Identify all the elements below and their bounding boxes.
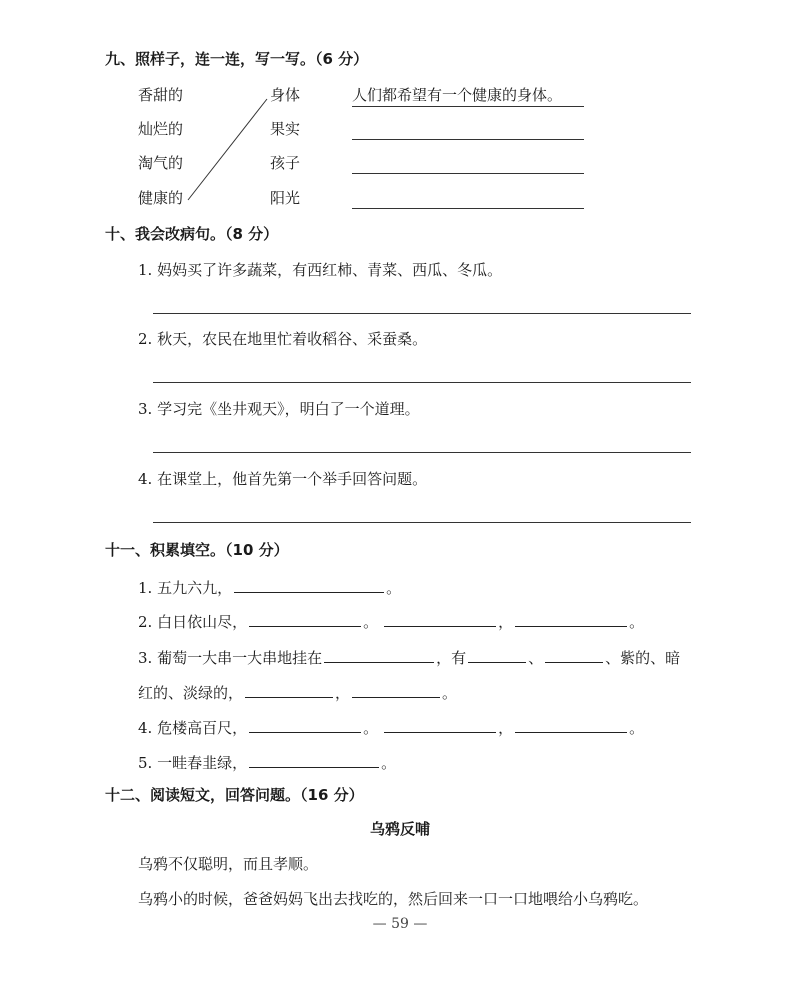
q9-answer-line-4[interactable]	[352, 208, 584, 209]
q11-item-3-text-b: ，有	[436, 649, 467, 667]
q11-item-2-text: 2. 白日依山尽，	[138, 613, 248, 631]
q10-item-4: 4. 在课堂上，他首先第一个举手回答问题。	[138, 470, 428, 488]
q10-answer-line-2[interactable]	[153, 382, 691, 383]
q11-blank-4b[interactable]	[384, 718, 496, 733]
q10-answer-line-4[interactable]	[153, 522, 691, 523]
article-paragraph-2: 乌鸦小的时候，爸爸妈妈飞出去找吃的，然后回来一口一口地喂给小乌鸦吃。	[138, 890, 649, 908]
q11-item-3-text-e: 红的、淡绿的，	[138, 684, 244, 702]
q11-blank-2c[interactable]	[515, 612, 627, 627]
q11-blank-3c[interactable]	[545, 648, 603, 663]
q10-item-2: 2. 秋天，农民在地里忙着收稻谷、采蚕桑。	[138, 330, 428, 348]
q11-item-3	[138, 648, 680, 666]
q9-left-3[interactable]: 淘气的	[138, 154, 184, 172]
q11-comma: ，	[498, 613, 514, 631]
q11-blank-3b[interactable]	[468, 648, 526, 663]
q10-item-1: 1. 妈妈买了许多蔬菜，有西红柿、青菜、西瓜、冬瓜。	[138, 261, 503, 279]
q11-period: 。	[442, 684, 458, 702]
page-number: — 59 —	[372, 916, 428, 932]
q9-answer-line-1	[352, 106, 584, 107]
q11-period: 。	[363, 719, 379, 737]
q11-item-5-text: 5. 一畦春韭绿，	[138, 754, 248, 772]
q11-blank-5[interactable]	[249, 753, 379, 768]
q9-example-sentence: 人们都希望有一个健康的身体。	[352, 86, 563, 104]
q9-answer-line-2[interactable]	[352, 139, 584, 140]
q11-comma: ，	[498, 719, 514, 737]
q11-heading: 十一、积累填空。（10 分）	[105, 541, 289, 559]
q11-item-3-text-a: 3. 葡萄一大串一大串地挂在	[138, 649, 323, 667]
q9-right-1[interactable]: 身体	[270, 86, 301, 104]
q11-item-4	[138, 718, 644, 736]
q11-blank-1[interactable]	[234, 578, 384, 593]
q12-heading: 十二、阅读短文，回答问题。（16 分）	[105, 786, 364, 804]
q11-item-1-text: 1. 五九六九，	[138, 579, 233, 597]
q9-answer-line-3[interactable]	[352, 173, 584, 174]
q10-answer-line-1[interactable]	[153, 313, 691, 314]
q11-blank-3d[interactable]	[245, 683, 333, 698]
q11-blank-4a[interactable]	[249, 718, 361, 733]
q11-blank-2a[interactable]	[249, 612, 361, 627]
q11-blank-3e[interactable]	[352, 683, 440, 698]
q11-period: 。	[381, 754, 397, 772]
q11-item-5	[138, 753, 396, 771]
q11-blank-2b[interactable]	[384, 612, 496, 627]
q9-heading: 九、照样子，连一连，写一写。（6 分）	[105, 50, 369, 68]
q11-comma: ，	[335, 684, 351, 702]
q9-right-4[interactable]: 阳光	[270, 189, 301, 207]
q11-blank-4c[interactable]	[515, 718, 627, 733]
article-paragraph-1: 乌鸦不仅聪明，而且孝顺。	[138, 855, 319, 873]
q11-period: 。	[363, 613, 379, 631]
q11-period: 。	[629, 719, 645, 737]
q10-item-3: 3. 学习完《坐井观天》，明白了一个道理。	[138, 400, 420, 418]
q11-item-3-text-d: 、紫的、暗	[605, 649, 681, 667]
q11-item-3-text-c: 、	[528, 649, 544, 667]
q11-item-1	[138, 578, 401, 596]
q9-right-3[interactable]: 孩子	[270, 154, 301, 172]
q10-answer-line-3[interactable]	[153, 452, 691, 453]
q11-item-2	[138, 612, 644, 630]
q9-left-2[interactable]: 灿烂的	[138, 120, 184, 138]
q11-period: 。	[629, 613, 645, 631]
article-title: 乌鸦反哺	[369, 820, 430, 838]
q11-item-4-text: 4. 危楼高百尺，	[138, 719, 248, 737]
q9-left-4[interactable]: 健康的	[138, 189, 184, 207]
q10-heading: 十、我会改病句。（8 分）	[105, 225, 279, 243]
q11-blank-3a[interactable]	[324, 648, 434, 663]
q9-left-1[interactable]: 香甜的	[138, 86, 184, 104]
q11-item-3-cont	[138, 683, 457, 701]
q9-right-2[interactable]: 果实	[270, 120, 301, 138]
q11-period: 。	[386, 579, 402, 597]
